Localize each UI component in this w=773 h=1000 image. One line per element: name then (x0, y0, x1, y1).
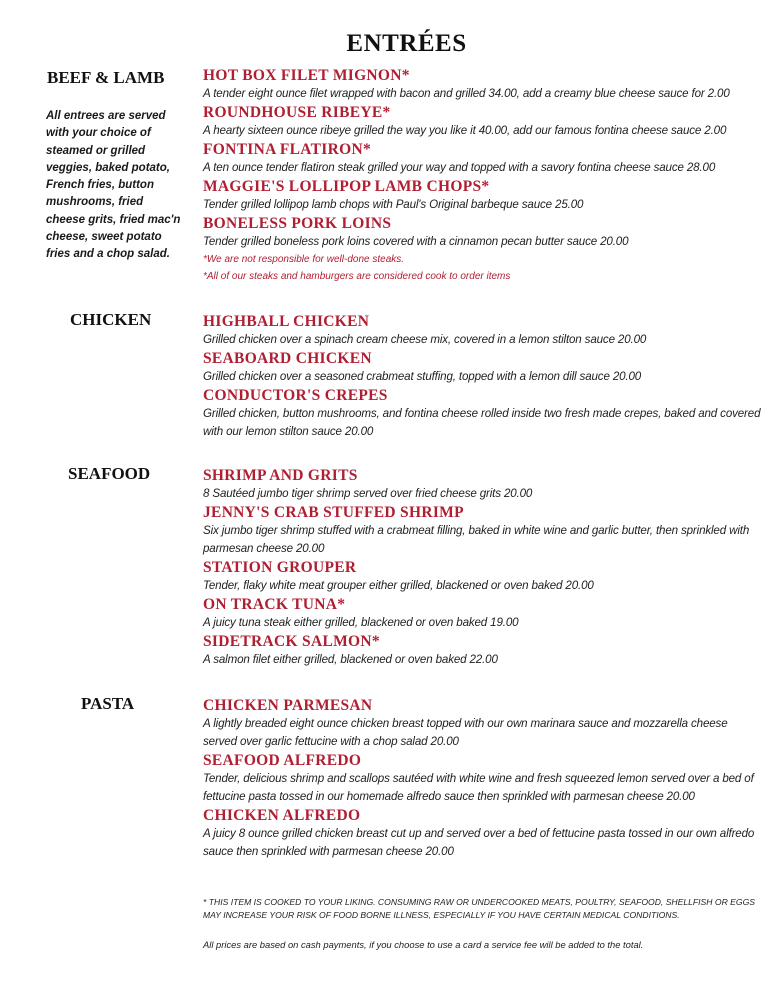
food-safety-disclaimer: * THIS ITEM IS COOKED TO YOUR LIKING. CONSUMING RAW OR UNDERCOOKED MEATS, POULTRY, SEAFOOD, SHELLFISH OR EGGS MAY INCREASE YOUR RISK OF FOOD BORNE ILLNESS, ESPECIALLY IF YOU HAVE CERTAIN MEDICAL CONDITIONS. (203, 897, 755, 920)
item-description: A juicy 8 ounce grilled chicken breast cut up and served over a bed of fettucine pasta tossed in our own alfredo sauce then sprinkled with parmesan cheese 20.00 (203, 827, 755, 858)
section-seafood (203, 466, 763, 669)
section-beef-lamb (203, 66, 763, 285)
category-pasta: PASTA (81, 694, 135, 713)
menu-item (203, 214, 763, 251)
category-seafood: SEAFOOD (68, 464, 151, 483)
item-name: MAGGIE'S LOLLIPOP LAMB CHOPS* (203, 178, 490, 195)
item-name: SEAFOOD ALFREDO (203, 752, 362, 769)
page-title: ENTRÉES (346, 30, 467, 57)
section-pasta (203, 696, 763, 861)
menu-item (203, 503, 763, 558)
menu-item (203, 751, 763, 806)
item-description: Grilled chicken, button mushrooms, and fontina cheese rolled inside two fresh made crepes, baked and covered with our lemon stilton sauce 20.00 (203, 407, 761, 438)
menu-item (203, 177, 763, 214)
menu-item (203, 140, 763, 177)
menu-item (203, 312, 763, 349)
item-name: CHICKEN ALFREDO (203, 807, 361, 824)
item-name: SHRIMP AND GRITS (203, 467, 358, 484)
item-name: JENNY'S CRAB STUFFED SHRIMP (203, 504, 464, 521)
item-description: A tender eight ounce filet wrapped with bacon and grilled 34.00, add a creamy blue cheese sauce for 2.00 (203, 87, 730, 100)
cash-payment-note: All prices are based on cash payments, if you choose to use a card a service fee will be added to the total. (203, 939, 644, 950)
menu-item (203, 103, 763, 140)
menu-item (203, 806, 763, 861)
item-name: CHICKEN PARMESAN (203, 697, 373, 714)
item-description: Tender, delicious shrimp and scallops sautéed with white wine and fresh squeezed lemon served over a bed of fettucine pasta tossed in our homemade alfredo sauce then sprinkled with parmesan cheese 20.00 (203, 772, 754, 803)
item-description: A salmon filet either grilled, blackened or oven baked 22.00 (203, 653, 498, 666)
item-name: ON TRACK TUNA* (203, 596, 346, 613)
menu-item (203, 466, 763, 503)
item-description: A juicy tuna steak either grilled, blackened or oven baked 19.00 (203, 616, 519, 629)
item-description: Grilled chicken over a spinach cream cheese mix, covered in a lemon stilton sauce 20.00 (203, 333, 647, 346)
menu-item (203, 696, 763, 751)
cook-to-order-note: *All of our steaks and hamburgers are considered cook to order items (203, 271, 511, 282)
menu-item (203, 595, 763, 632)
item-description: A ten ounce tender flatiron steak grilled your way and topped with a savory fontina cheese sauce 28.00 (203, 161, 716, 174)
item-name: FONTINA FLATIRON* (203, 141, 372, 158)
menu-item (203, 349, 763, 386)
menu-item (203, 386, 763, 441)
item-description: A hearty sixteen ounce ribeye grilled the way you like it 40.00, add our famous fontina cheese sauce 2.00 (203, 124, 727, 137)
menu-item (203, 632, 763, 669)
section-chicken (203, 312, 763, 441)
category-beef-lamb: BEEF & LAMB (47, 68, 165, 87)
item-description: Tender, flaky white meat grouper either grilled, blackened or oven baked 20.00 (203, 579, 594, 592)
item-name: CONDUCTOR'S CREPES (203, 387, 388, 404)
sides-note: All entrees are served with your choice of steamed or grilled veggies, baked potato, French fries, button mushrooms, fried cheese grits, fried mac'n cheese, sweet potato fries and a chop salad. (46, 110, 181, 261)
item-description: Grilled chicken over a seasoned crabmeat stuffing, topped with a lemon dill sauce 20.00 (203, 370, 642, 383)
steak-note: *We are not responsible for well-done steaks. (203, 254, 405, 265)
item-description: A lightly breaded eight ounce chicken breast topped with our own marinara sauce and mozzarella cheese served over garlic fettucine with a chop salad 20.00 (203, 717, 728, 748)
item-name: BONELESS PORK LOINS (203, 215, 392, 232)
item-name: ROUNDHOUSE RIBEYE* (203, 104, 391, 121)
menu-item (203, 558, 763, 595)
item-description: Tender grilled lollipop lamb chops with Paul's Original barbeque sauce 25.00 (203, 198, 584, 211)
item-name: STATION GROUPER (203, 559, 357, 576)
menu-item (203, 66, 763, 103)
item-description: Six jumbo tiger shrimp stuffed with a crabmeat filling, baked in white wine and garlic butter, then sprinkled with parmesan cheese 20.00 (203, 524, 750, 555)
item-name: HIGHBALL CHICKEN (203, 313, 370, 330)
item-description: 8 Sautéed jumbo tiger shrimp served over fried cheese grits 20.00 (203, 487, 533, 500)
item-description: Tender grilled boneless pork loins covered with a cinnamon pecan butter sauce 20.00 (203, 235, 629, 248)
item-name: SEABOARD CHICKEN (203, 350, 372, 367)
category-chicken: CHICKEN (70, 310, 152, 329)
item-name: SIDETRACK SALMON* (203, 633, 380, 650)
item-name: HOT BOX FILET MIGNON* (203, 67, 410, 84)
